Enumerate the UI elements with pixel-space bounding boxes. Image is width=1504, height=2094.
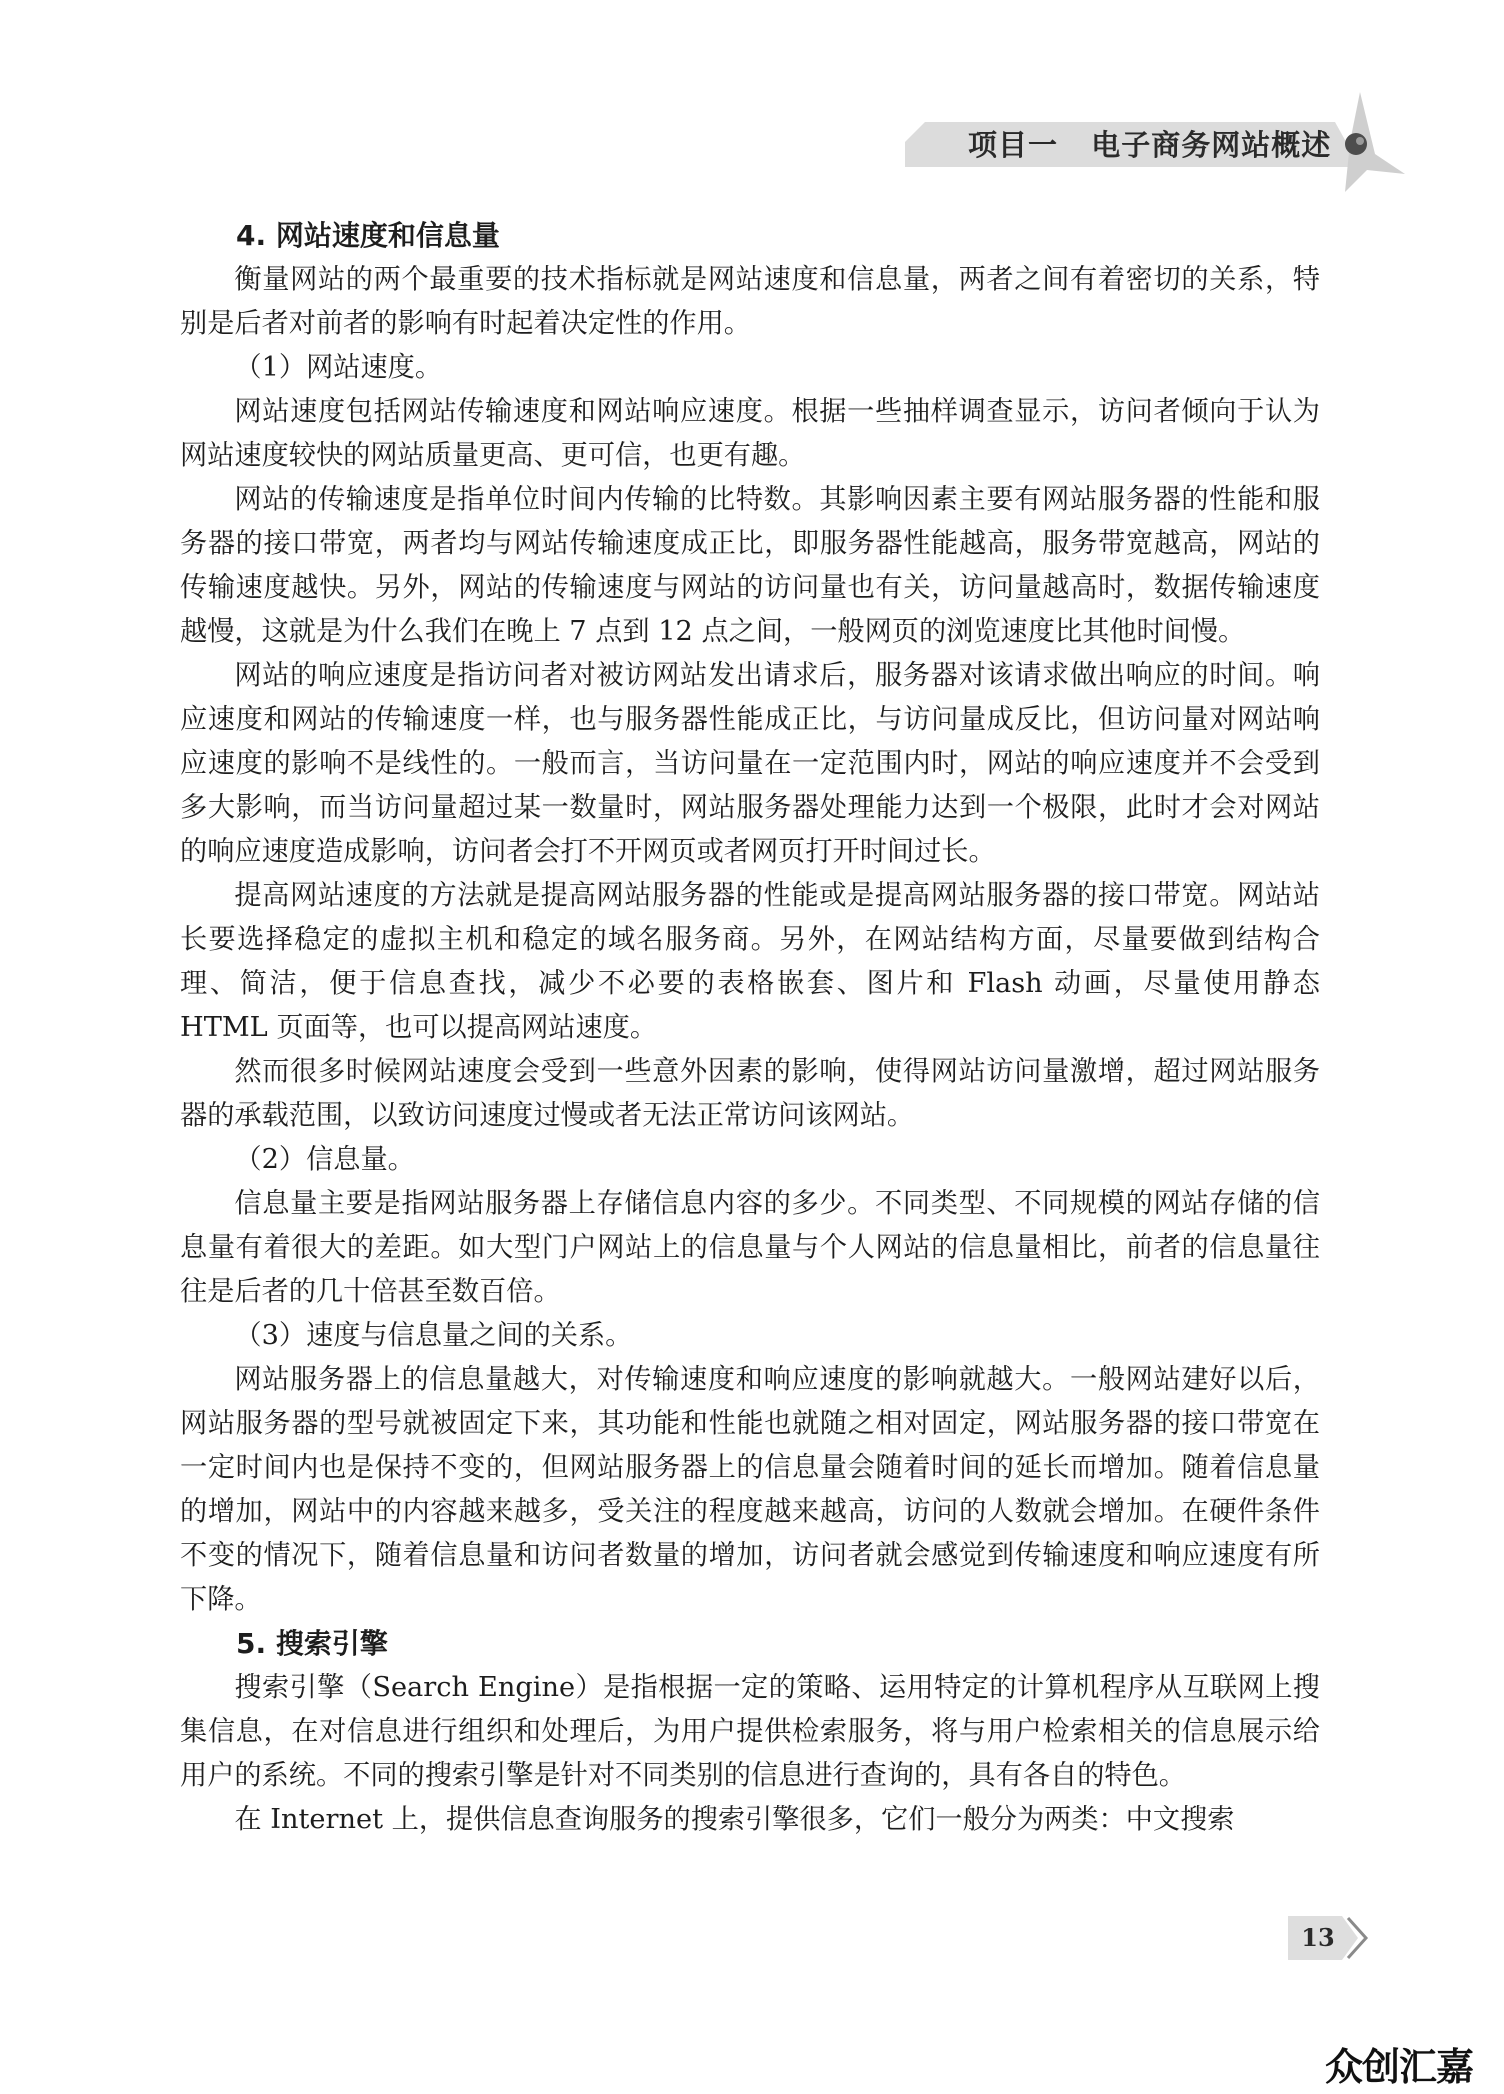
watermark-logo: 众创汇嘉 bbox=[1325, 2045, 1474, 2089]
paragraph: 在 Internet 上，提供信息查询服务的搜索引擎很多，它们一般分为两类：中文搜索 bbox=[234, 1804, 1235, 1835]
paragraph: 网站服务器上的信息量越大，对传输速度和响应速度的影响就越大。一般网站建好以后，网站服务器的型号就被固定下来，其功能和性能也就随之相对固定，网站服务器的接口带宽在一定时间内也是保持不变的，但网站服务器上的信息量会随着时间的延长而增加。随着信息量的增加，网站中的内容越来越多，受关注的程度越来越高，访问的人数就会增加。在硬件条件不变的情况下，随着信息量和访问者数量的增加，访问者就会感觉到传输速度和响应速度有所下降。 bbox=[180, 1364, 1320, 1615]
paragraph: 网站的响应速度是指访问者对被访网站发出请求后，服务器对该请求做出响应的时间。响应速度和网站的传输速度一样，也与服务器性能成正比，与访问量成反比，但访问量对网站响应速度的影响不是线性的。一般而言，当访问量在一定范围内时，网站的响应速度并不会受到多大影响，而当访问量超过某一数量时，网站服务器处理能力达到一个极限，此时才会对网站的响应速度造成影响，访问者会打不开网页或者网页打开时间过长。 bbox=[180, 660, 1320, 867]
page-body bbox=[180, 214, 1320, 1842]
subheading-2: （2）信息量。 bbox=[234, 1144, 415, 1175]
subheading-3: （3）速度与信息量之间的关系。 bbox=[234, 1320, 633, 1351]
paragraph: 衡量网站的两个最重要的技术指标就是网站速度和信息量，两者之间有着密切的关系，特别是后者对前者的影响有时起着决定性的作用。 bbox=[180, 264, 1320, 339]
page-number: 13 bbox=[1301, 1923, 1335, 1952]
running-header-title: 项目一 电子商务网站概述 bbox=[968, 128, 1332, 162]
paragraph: 网站的传输速度是指单位时间内传输的比特数。其影响因素主要有网站服务器的性能和服务器的接口带宽，两者均与网站传输速度成正比，即服务器性能越高，服务带宽越高，网站的传输速度越快。另外，网站的传输速度与网站的访问量也有关，访问量越高时，数据传输速度越慢，这就是为什么我们在晚上 7 点到 12 点之间，一般网页的浏览速度比其他时间慢。 bbox=[180, 484, 1320, 647]
subheading-1: （1）网站速度。 bbox=[234, 352, 443, 383]
paragraph: 网站速度包括网站传输速度和网站响应速度。根据一些抽样调查显示，访问者倾向于认为网站速度较快的网站质量更高、更可信，也更有趣。 bbox=[180, 396, 1320, 471]
paragraph: 搜索引擎（Search Engine）是指根据一定的策略、运用特定的计算机程序从互联网上搜集信息，在对信息进行组织和处理后，为用户提供检索服务，将与用户检索相关的信息展示给用户的系统。不同的搜索引擎是针对不同类别的信息进行查询的，具有各自的特色。 bbox=[180, 1672, 1320, 1791]
section-heading-5: 5. 搜索引擎 bbox=[236, 1627, 388, 1660]
paragraph: 然而很多时候网站速度会受到一些意外因素的影响，使得网站访问量激增，超过网站服务器的承载范围，以致访问速度过慢或者无法正常访问该网站。 bbox=[180, 1056, 1320, 1131]
paragraph: 信息量主要是指网站服务器上存储信息内容的多少。不同类型、不同规模的网站存储的信息量有着很大的差距。如大型门户网站上的信息量与个人网站的信息量相比，前者的信息量往往是后者的几十倍甚至数百倍。 bbox=[180, 1188, 1320, 1307]
paragraph: 提高网站速度的方法就是提高网站服务器的性能或是提高网站服务器的接口带宽。网站站长要选择稳定的虚拟主机和稳定的域名服务商。另外，在网站结构方面，尽量要做到结构合理、简洁，便于信息查找，减少不必要的表格嵌套、图片和 Flash 动画，尽量使用静态 HTML 页面等，也可以提高网站速度。 bbox=[180, 880, 1320, 1043]
section-heading-4: 4. 网站速度和信息量 bbox=[236, 219, 500, 252]
